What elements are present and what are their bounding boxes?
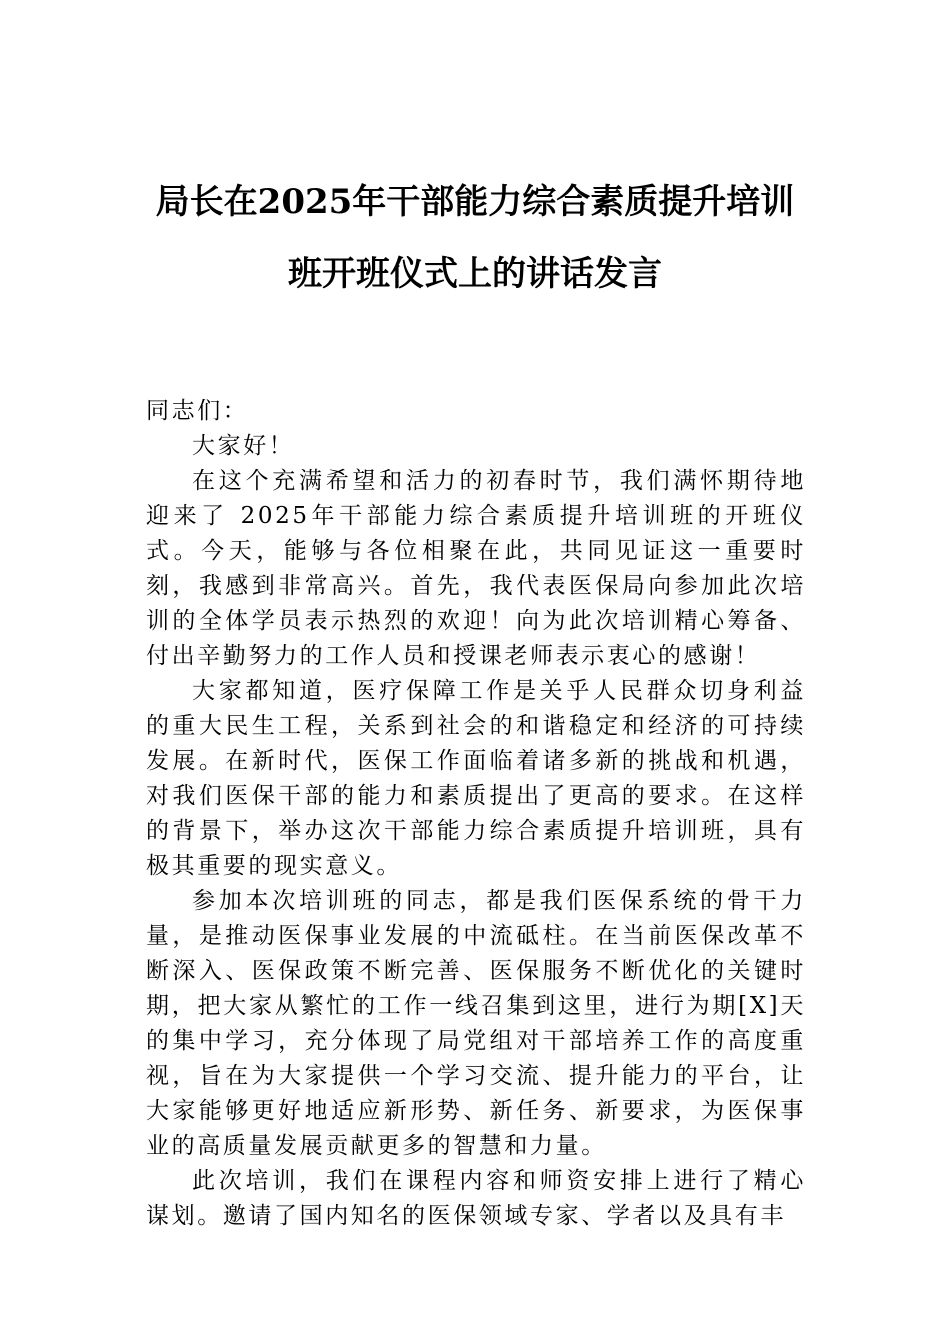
title-line-1: 局长在2025年干部能力综合素质提升培训	[155, 182, 795, 222]
paragraph-participants: 参加本次培训班的同志，都是我们医保系统的骨干力量，是推动医保事业发展的中流砥柱。在当前医保改革不断深入、医保政策不断完善、医保服务不断优化的关键时期，把大家从繁忙的工作一线召集到这里，进行为期[X]天的集中学习，充分体现了局党组对干部培养工作的高度重视，旨在为大家提供一个学习交流、提升能力的平台，让大家能够更好地适应新形势、新任务、新要求，为医保事业的高质量发展贡献更多的智慧和力量。	[146, 888, 806, 1159]
document-body	[146, 394, 806, 1234]
paragraph-training: 此次培训，我们在课程内容和师资安排上进行了精心谋划。邀请了国内知名的医保领域专家、学者以及具有丰	[146, 1168, 806, 1229]
document-title	[140, 166, 810, 310]
title-line-2: 班开班仪式上的讲话发言	[288, 254, 662, 294]
paragraph-welcome: 在这个充满希望和活力的初春时节，我们满怀期待地迎来了 2025年干部能力综合素质提升培训班的开班仪式。今天，能够与各位相聚在此，共同见证这一重要时刻，我感到非常高兴。首先，我代表医保局向参加此次培训的全体学员表示热烈的欢迎！向为此次培训精心筹备、付出辛勤努力的工作人员和授课老师表示衷心的感谢！	[146, 468, 806, 669]
salutation: 同志们：	[146, 398, 249, 424]
paragraph-background: 大家都知道，医疗保障工作是关乎人民群众切身利益的重大民生工程，关系到社会的和谐稳定和经济的可持续发展。在新时代，医保工作面临着诸多新的挑战和机遇，对我们医保干部的能力和素质提出了更高的要求。在这样的背景下，举办这次干部能力综合素质提升培训班，具有极其重要的现实意义。	[146, 678, 806, 879]
paragraph-greeting: 大家好！	[192, 433, 295, 459]
